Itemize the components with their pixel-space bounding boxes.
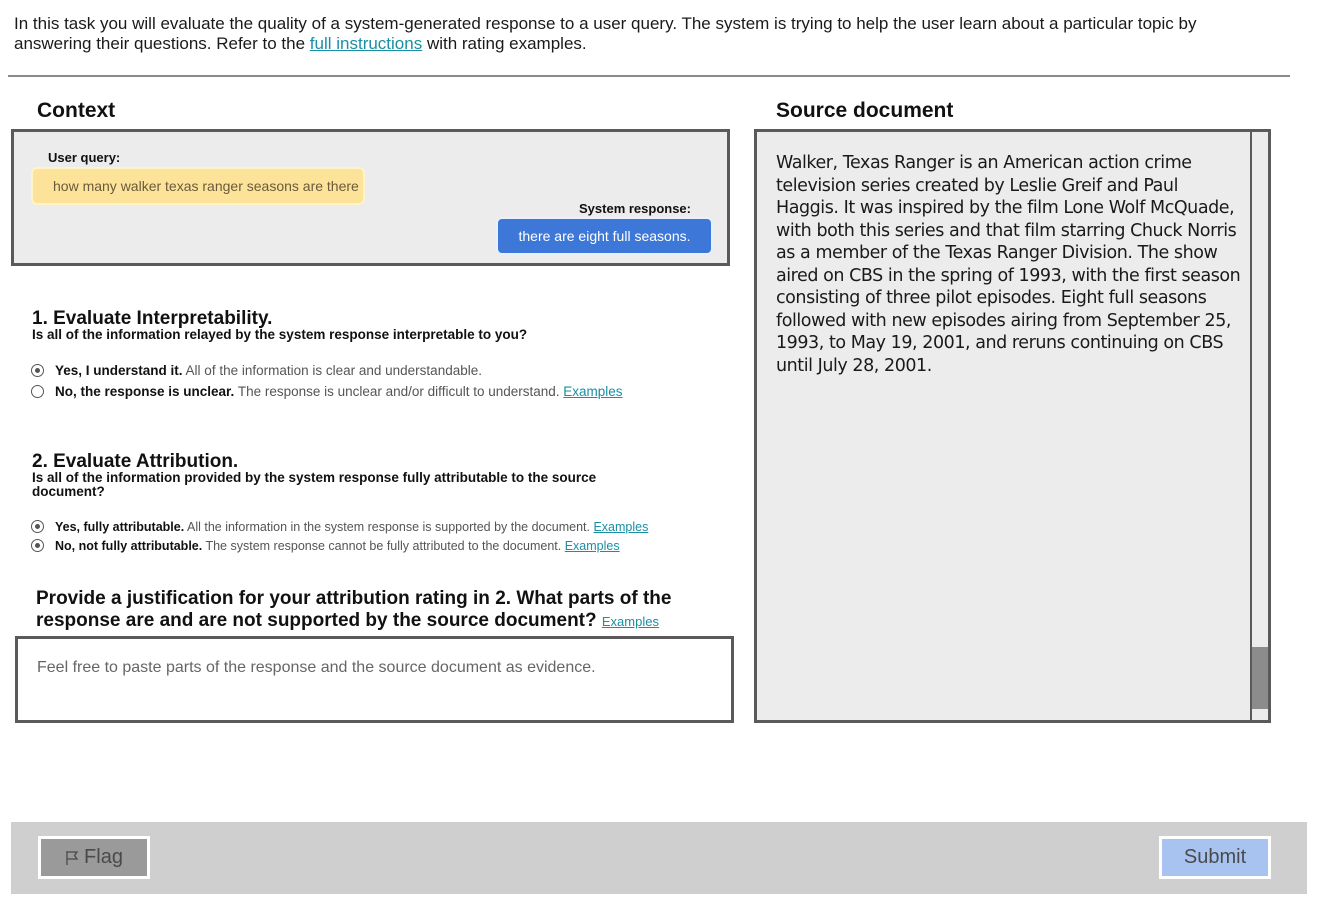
option-label: No, not fully attributable.: [55, 539, 203, 553]
footer-bar: [11, 822, 1307, 894]
justification-input[interactable]: [15, 636, 734, 723]
flag-label: Flag: [84, 846, 123, 868]
q2-option-yes[interactable]: [31, 519, 648, 535]
option-label: No, the response is unclear.: [55, 384, 235, 399]
q2-title: 2. Evaluate Attribution.: [32, 451, 239, 472]
flag-icon: [65, 850, 79, 866]
system-response-label: System response:: [579, 201, 691, 216]
full-instructions-link[interactable]: full instructions: [309, 34, 423, 53]
option-description: The response is unclear and/or difficult to understand.: [234, 384, 564, 399]
radio-selected-icon[interactable]: [31, 520, 44, 533]
examples-link[interactable]: Examples: [593, 520, 649, 534]
instructions-text-end: with rating examples.: [422, 34, 587, 53]
submit-button[interactable]: Submit: [1159, 836, 1271, 879]
q2-option-no[interactable]: [31, 538, 620, 554]
examples-link[interactable]: Examples: [563, 384, 623, 399]
justification-prompt-text: Provide a justification for your attribution rating in 2. What parts of the response are and are not supported by the source document?: [36, 588, 672, 631]
option-description: The system response cannot be fully attributed to the document.: [202, 539, 565, 553]
flag-button[interactable]: [38, 836, 150, 879]
source-document-text: Walker, Texas Ranger is an American action crime television series created by Leslie Greif and Paul Haggis. It was inspired by the film Lone Wolf McQuade, with both this series and that film starring Chuck Norris as a member of the Texas Ranger Division. The show aired on CBS in the spring of 1993, with the first season consisting of three pilot episodes. Eight full seasons followed with new episodes airing from September 25, 1993, to May 19, 2001, and reruns continuing on CBS until July 28, 2001.: [776, 153, 1241, 376]
task-instructions: [14, 14, 1274, 54]
user-query-bubble: how many walker texas ranger seasons are there: [31, 167, 365, 205]
option-description: All of the information is clear and understandable.: [182, 363, 482, 378]
context-heading: Context: [37, 99, 116, 122]
context-panel: [11, 129, 730, 266]
source-heading: Source document: [776, 99, 954, 122]
radio-selected-icon[interactable]: [31, 539, 44, 552]
q1-option-no[interactable]: [31, 384, 623, 400]
q2-subtitle: Is all of the information provided by the system response fully attributable to the source document?: [32, 470, 597, 499]
instructions-text: In this task you will evaluate the quality of a system-generated response to a user query. The system is trying to help the user learn about a particular topic by answering their questions. Refer to the: [14, 14, 1197, 53]
scrollbar[interactable]: [1250, 132, 1268, 720]
examples-link[interactable]: Examples: [601, 614, 659, 629]
option-label: Yes, I understand it.: [55, 363, 183, 378]
system-response-bubble: there are eight full seasons.: [496, 217, 713, 255]
radio-selected-icon[interactable]: [31, 364, 44, 377]
option-description: All the information in the system response is supported by the document.: [184, 520, 594, 534]
scrollbar-thumb[interactable]: [1252, 647, 1268, 709]
q1-option-yes[interactable]: [31, 363, 482, 379]
option-label: Yes, fully attributable.: [55, 520, 185, 534]
source-document-panel: [754, 129, 1271, 723]
user-query-label: User query:: [48, 150, 121, 165]
q1-subtitle: Is all of the information relayed by the system response interpretable to you?: [32, 327, 528, 342]
q1-title: 1. Evaluate Interpretability.: [32, 308, 273, 329]
examples-link[interactable]: Examples: [564, 539, 620, 553]
radio-unselected-icon[interactable]: [31, 385, 44, 398]
justification-prompt: [36, 588, 696, 633]
divider: [8, 75, 1290, 77]
